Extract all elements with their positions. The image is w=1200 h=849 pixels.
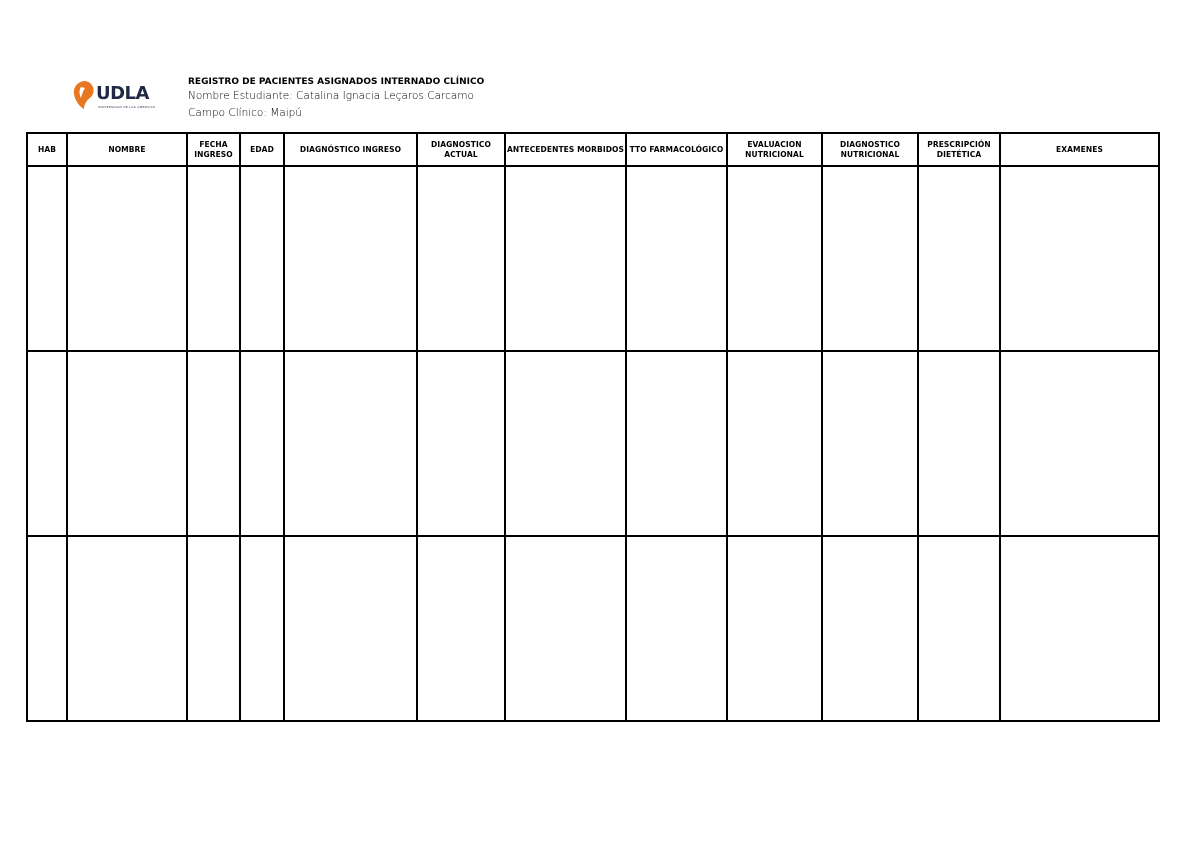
table-cell[interactable] (417, 166, 505, 351)
table-cell[interactable] (67, 536, 187, 721)
logo-subtitle: UNIVERSIDAD DE LAS AMERICAS (98, 105, 156, 109)
patient-registry-table (26, 132, 1160, 722)
table-cell[interactable] (67, 351, 187, 536)
table-header-row (27, 133, 1159, 166)
table-cell[interactable] (1000, 166, 1159, 351)
table-cell[interactable] (187, 351, 240, 536)
table-cell[interactable] (27, 351, 67, 536)
table-cell[interactable] (284, 166, 417, 351)
column-header-edad: EDAD (240, 133, 284, 166)
column-header-diagnostico-ingreso: DIAGNÓSTICO INGRESO (284, 133, 417, 166)
table-cell[interactable] (417, 351, 505, 536)
table-cell[interactable] (626, 351, 727, 536)
table-row (27, 351, 1159, 536)
table-cell[interactable] (727, 536, 822, 721)
udla-logo-mark-icon (72, 80, 96, 110)
clinical-campus: Campo Clínico: Maipú (188, 107, 302, 119)
table-cell[interactable] (626, 166, 727, 351)
table-cell[interactable] (27, 536, 67, 721)
table-cell[interactable] (505, 536, 626, 721)
table-cell[interactable] (240, 351, 284, 536)
table-cell[interactable] (417, 536, 505, 721)
table-cell[interactable] (27, 166, 67, 351)
table-cell[interactable] (727, 166, 822, 351)
table-row (27, 536, 1159, 721)
column-header-diagnostico-nutricional: DIAGNOSTICO NUTRICIONAL (822, 133, 918, 166)
table-cell[interactable] (918, 536, 1000, 721)
student-name: Nombre Estudiante: Catalina Ignacia Leçaros Carcamo (188, 90, 474, 102)
column-header-evaluacion-nutricional: EVALUACION NUTRICIONAL (727, 133, 822, 166)
column-header-prescripcion-dietetica: PRESCRIPCIÓN DIETÉTICA (918, 133, 1000, 166)
table-cell[interactable] (822, 166, 918, 351)
table-cell[interactable] (626, 536, 727, 721)
table-cell[interactable] (1000, 351, 1159, 536)
table-cell[interactable] (822, 536, 918, 721)
udla-logo (72, 80, 156, 114)
column-header-examenes: EXAMENES (1000, 133, 1159, 166)
table-cell[interactable] (187, 166, 240, 351)
table-cell[interactable] (505, 166, 626, 351)
table-cell[interactable] (918, 166, 1000, 351)
column-header-diagnostico-actual: DIAGNOSTICO ACTUAL (417, 133, 505, 166)
table-row (27, 166, 1159, 351)
table-cell[interactable] (240, 536, 284, 721)
table-cell[interactable] (918, 351, 1000, 536)
column-header-fecha-ingreso: FECHA INGRESO (187, 133, 240, 166)
table-cell[interactable] (284, 351, 417, 536)
logo-text: UDLA (96, 83, 149, 104)
document-header (188, 76, 484, 122)
table-cell[interactable] (240, 166, 284, 351)
column-header-hab: HAB (27, 133, 67, 166)
table-cell[interactable] (505, 351, 626, 536)
document-title: REGISTRO DE PACIENTES ASIGNADOS INTERNADO CLÍNICO (188, 77, 485, 87)
table-cell[interactable] (67, 166, 187, 351)
table-cell[interactable] (822, 351, 918, 536)
table-cell[interactable] (187, 536, 240, 721)
table-cell[interactable] (284, 536, 417, 721)
column-header-tto-farmacologico: TTO FARMACOLÓGICO (626, 133, 727, 166)
table-cell[interactable] (727, 351, 822, 536)
table-cell[interactable] (1000, 536, 1159, 721)
column-header-nombre: NOMBRE (67, 133, 187, 166)
column-header-antecedentes-morbidos: ANTECEDENTES MORBIDOS (505, 133, 626, 166)
